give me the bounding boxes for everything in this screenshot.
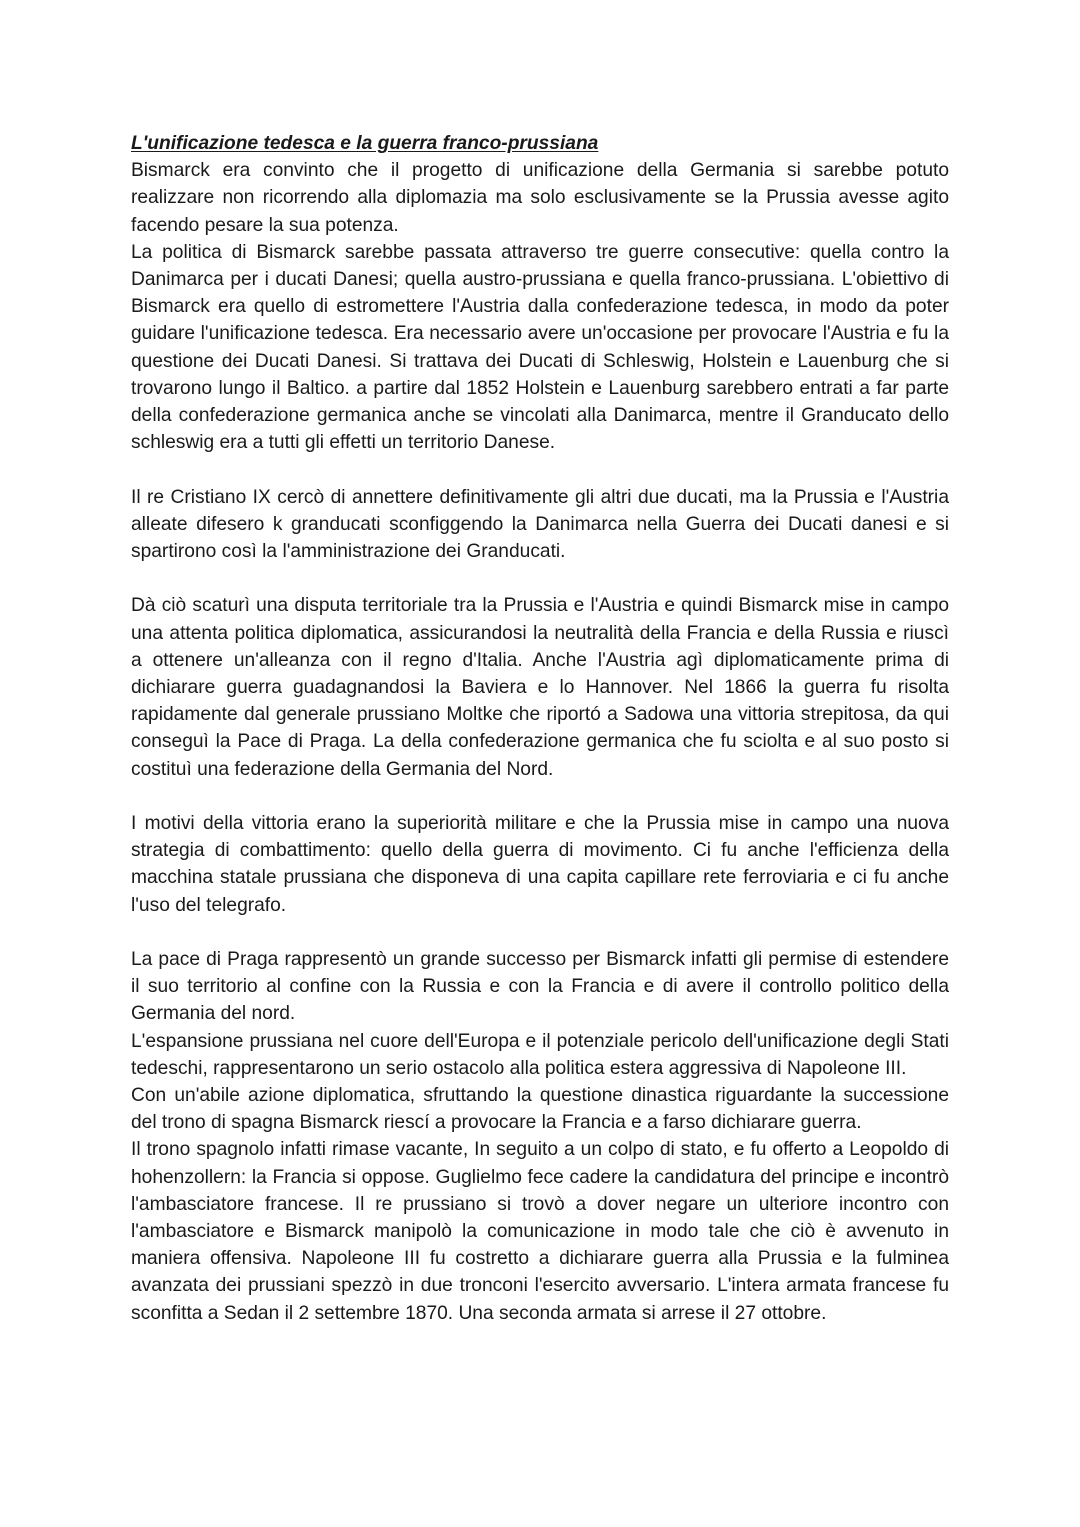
- paragraph-bismarck-conviction: Bismarck era convinto che il progetto di unificazione della Germania si sarebbe potuto realizzare non ricorrendo alla diplomazia ma solo esclusivamente se la Prussia avesse agito facendo pesare la sua potenza.: [131, 160, 949, 236]
- paragraph-diplomatic-action: Con un'abile azione diplomatica, sfruttando la questione dinastica riguardante la successione del trono di spagna Bismarck riescí a provocare la Francia e a farso dichiarare guerra.: [131, 1085, 949, 1134]
- paragraph-austro-prussian-war: Dà ciò scaturì una disputa territoriale tra la Prussia e l'Austria e quindi Bismarck mise in campo una attenta politica diplomatica, assicurandosi la neutralità della Francia e della Russia e riuscì a ottenere un'alleanza con il regno d'Italia. Anche l'Austria agì diplomaticamente prima di dichiarare guerra guadagnandosi la Baviera e lo Hannover. Nel 1866 la guerra fu risolta rapidamente dal generale prussiano Moltke che riportó a Sadowa una vittoria strepitosa, da qui conseguì la Pace di Praga. La della confederazione germanica che fu sciolta e al suo posto si costituì una federazione della Germania del Nord.: [131, 595, 949, 780]
- paragraph-victory-reasons: I motivi della vittoria erano la superiorità militare e che la Prussia mise in campo una nuova strategia di combattimento: quello della guerra di movimento. Ci fu anche l'efficienza della macchina statale prussiana che disponeva di una capita capillare rete ferroviaria e ci fu anche l'uso del telegrafo.: [131, 813, 949, 916]
- paragraph-christian-ix: Il re Cristiano IX cercò di annettere definitivamente gli altri due ducati, ma la Prussia e l'Austria alleate difesero k granducati sconfiggendo la Danimarca nella Guerra dei Ducati danesi e si spartirono così la l'amministrazione dei Granducati.: [131, 486, 949, 563]
- document-title: L'unificazione tedesca e la guerra franco-prussiana: [131, 133, 599, 154]
- paragraph-peace-of-prague: La pace di Praga rappresentò un grande successo per Bismarck infatti gli permise di estendere il suo territorio al confine con la Russia e con la Francia e di avere il controllo politico della Germania del nord.: [131, 949, 949, 1025]
- paragraph-prussian-expansion: L'espansione prussiana nel cuore dell'Europa e il potenziale pericolo dell'unificazione degli Stati tedeschi, rappresentarono un serio ostacolo alla politica estera aggressiva di Napoleone III.: [131, 1030, 949, 1079]
- paragraph-spanish-throne: Il trono spagnolo infatti rimase vacante, In seguito a un colpo di stato, e fu offerto a Leopoldo di hohenzollern: la Francia si oppose. Guglielmo fece cadere la candidatura del principe e incontrò l'ambasciatore francese. Il re prussiano si trovò a dover negare un ulteriore incontro con l'ambasciatore e Bismarck manipolò la comunicazione in modo tale che ciò è avvenuto in maniera offensiva. Napoleone III fu costretto a dichiarare guerra alla Prussia e la fulminea avanzata dei prussiani spezzò in due tronconi l'esercito avversario. L'intera armata francese fu sconfitta a Sedan il 2 settembre 1870. Una seconda armata si arrese il 27 ottobre.: [131, 1139, 949, 1324]
- document-page: [131, 130, 949, 1327]
- paragraph-three-wars: La politica di Bismarck sarebbe passata attraverso tre guerre consecutive: quella contro la Danimarca per i ducati Danesi; quella austro-prussiana e quella franco-prussiana. L'obiettivo di Bismarck era quello di estromettere l'Austria dalla confederazione tedesca, in modo da poter guidare l'unificazione tedesca. Era necessario avere un'occasione per provocare l'Austria e fu la questione dei Ducati Danesi. Si trattava dei Ducati di Schleswig, Holstein e Lauenburg che si trovarono lungo il Baltico. a partire dal 1852 Holstein e Lauenburg sarebbero entrati a far parte della confederazione germanica anche se vincolati alla Danimarca, mentre il Granducato dello schleswig era a tutti gli effetti un territorio Danese.: [131, 241, 949, 454]
